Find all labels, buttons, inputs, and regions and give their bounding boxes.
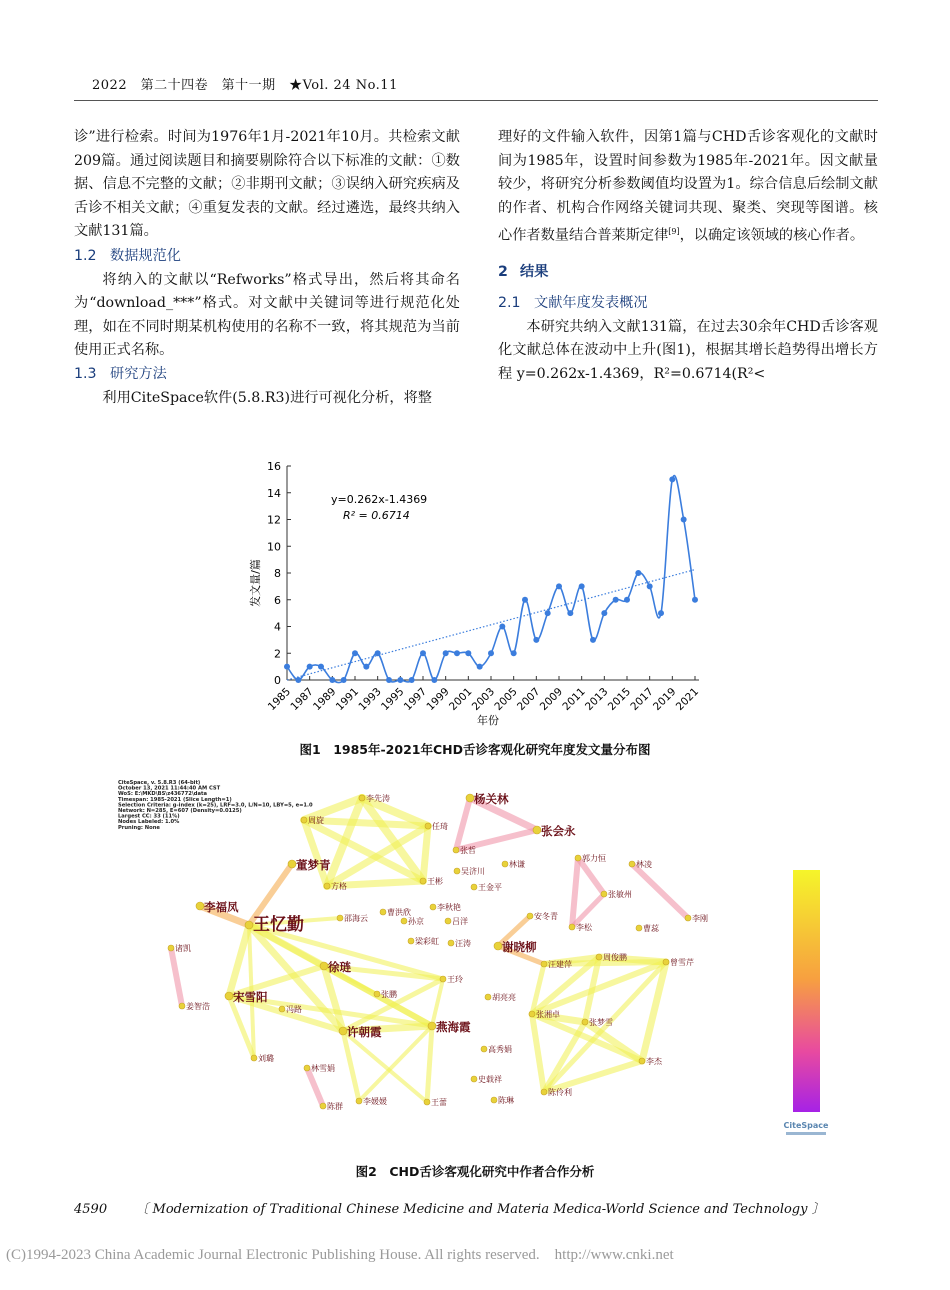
chart-data-point xyxy=(375,650,381,656)
network-node xyxy=(491,1097,497,1103)
network-node xyxy=(541,961,547,967)
chart-data-point xyxy=(647,583,653,589)
network-edges xyxy=(171,798,688,1106)
network-node-label: 王彬 xyxy=(427,877,443,886)
network-node xyxy=(448,940,454,946)
chart-data-point xyxy=(511,650,517,656)
network-node-label: 高秀娟 xyxy=(488,1045,512,1054)
chart-data-point xyxy=(307,664,313,670)
network-node xyxy=(485,994,491,1000)
chart-trendline xyxy=(287,570,695,680)
chart-data-point xyxy=(567,610,573,616)
network-node xyxy=(251,1055,257,1061)
network-node-label: 史载祥 xyxy=(478,1075,502,1084)
chart-y-tick-label: 6 xyxy=(274,593,281,607)
network-node-label: 李松 xyxy=(576,923,592,932)
citespace-info-line: October 13, 2021 11:44:40 AM CST xyxy=(118,785,221,792)
chart-x-tick-label: 2003 xyxy=(469,685,498,714)
network-node-label: 谢晓柳 xyxy=(502,940,537,954)
chart-data-point xyxy=(681,517,687,523)
chart-data-point xyxy=(692,597,698,603)
chart-data-point xyxy=(431,677,437,683)
network-node-label: 曹洪欣 xyxy=(387,908,411,917)
network-node xyxy=(401,918,407,924)
network-node xyxy=(430,904,436,910)
citation-ref[interactable]: [9] xyxy=(668,227,680,237)
network-node xyxy=(380,909,386,915)
network-node xyxy=(424,1099,430,1105)
network-node xyxy=(454,868,460,874)
citespace-info-line: Pruning: None xyxy=(118,824,160,831)
network-node-label: 梁彩虹 xyxy=(415,937,439,946)
network-edge xyxy=(572,858,578,927)
network-node xyxy=(440,976,446,982)
citespace-info-line: Nodes Labeled: 1.0% xyxy=(118,819,180,826)
network-node-label: 张敏州 xyxy=(608,890,632,899)
chart-y-tick-label: 16 xyxy=(267,460,281,473)
chart-x-tick-label: 2019 xyxy=(651,685,679,714)
network-node xyxy=(420,878,426,884)
section-title: 研究方法 xyxy=(110,365,167,382)
network-node xyxy=(471,1076,477,1082)
network-node xyxy=(601,891,607,897)
chart-data-point xyxy=(420,650,426,656)
network-node xyxy=(541,1089,547,1095)
citespace-info-line: Network: N=285, E=607 (Density=0.0125) xyxy=(118,808,242,814)
network-node-label: 陈伶利 xyxy=(548,1088,572,1097)
chart-data-point xyxy=(545,610,551,616)
network-node-label: 张会永 xyxy=(541,824,576,838)
chart-x-tick-label: 1989 xyxy=(311,685,339,714)
left-paragraph-3: 利用CiteSpace软件(5.8.R3)进行可视化分析，将整 xyxy=(102,389,432,406)
right-paragraph-2: 本研究共纳入文献131篇，在过去30余年CHD舌诊客观化文献总体在波动中上升(图1)，根据其增长趋势得出增长方程 y=0.262x-1.4369，R²=0.6714(R²< xyxy=(498,318,878,383)
chart-x-tick-label: 1991 xyxy=(333,685,362,714)
network-node xyxy=(685,915,691,921)
chart-x-tick-label: 1985 xyxy=(265,685,294,714)
network-edge xyxy=(632,864,688,918)
chart-y-tick-label: 12 xyxy=(267,513,281,527)
chart-data-point xyxy=(329,677,335,683)
chart-x-tick-label: 2011 xyxy=(560,685,588,714)
network-node xyxy=(225,992,233,1000)
network-node-label: 陈琳 xyxy=(498,1096,514,1105)
chart-x-tick-label: 1999 xyxy=(424,685,452,714)
network-edge xyxy=(578,858,604,894)
network-node xyxy=(301,817,307,823)
network-edge xyxy=(171,948,182,1006)
right-column xyxy=(498,126,878,387)
left-paragraph-1: 诊”进行检索。时间为1976年1月-2021年10月。共检索文献209篇。通过阅读题目和摘要剔除符合以下标准的文献：①数据、信息不完整的文献；②非期刊文献；③误纳入研究疾病及舌诊不相关文献；④重复发表的文献。经过遴选，最终共纳入文献131篇。 xyxy=(74,129,460,240)
network-node-label: 汪建萍 xyxy=(548,960,572,969)
network-node-label: 李先涛 xyxy=(366,794,390,803)
figure-2-network xyxy=(112,768,842,1148)
section-2-heading xyxy=(498,261,878,285)
network-node xyxy=(663,959,669,965)
network-node xyxy=(466,794,474,802)
network-node xyxy=(527,913,533,919)
network-node xyxy=(359,795,365,801)
chart-data-point xyxy=(477,664,483,670)
section-1-3-heading xyxy=(74,363,460,387)
citespace-info-line: Selection Criteria: g-index (k=25), LRF=3.0, L/N=10, LBY=5, e=1.0 xyxy=(118,802,313,809)
chart-x-tick-label: 2013 xyxy=(583,685,611,714)
chart-data-point xyxy=(397,677,403,683)
network-node-label: 张湘卓 xyxy=(536,1010,560,1019)
network-node-label: 李刚 xyxy=(692,914,708,923)
page-footer xyxy=(74,1198,825,1217)
section-title: 数据规范化 xyxy=(110,247,181,264)
network-node xyxy=(494,942,502,950)
network-node xyxy=(356,1098,362,1104)
citespace-info-line: CiteSpace, v. 5.8.R3 (64-bit) xyxy=(118,780,201,786)
chart-data-point xyxy=(533,637,539,643)
network-node-label: 吴济川 xyxy=(461,867,485,876)
chart-data-point xyxy=(579,583,585,589)
chart-data-point xyxy=(601,610,607,616)
network-edge xyxy=(423,826,428,881)
network-node xyxy=(529,1011,535,1017)
network-node xyxy=(453,847,459,853)
chart-data-point xyxy=(363,664,369,670)
network-node-label: 周旋 xyxy=(308,816,324,825)
chart-x-tick-label: 1993 xyxy=(356,685,384,714)
network-node xyxy=(636,925,642,931)
chart-x-tick-label: 1997 xyxy=(401,685,430,714)
network-node-label: 姜智浩 xyxy=(186,1002,210,1011)
network-node xyxy=(196,902,204,910)
chart-y-tick-label: 2 xyxy=(274,647,281,661)
right-paragraph-1-text: 理好的文件输入软件，因第1篇与CHD舌诊客观化的文献时间为1985年，设置时间参数为1985年-2021年。因文献量较少，将研究分析参数阈值均设置为1。综合信息后绘制文献的作者、机构合作网络关键词共现、聚类、突现等图谱。核心作者数量结合普莱斯定律 xyxy=(498,129,878,245)
section-number: 1.2 xyxy=(74,247,97,264)
chart-equation: y=0.262x-1.4369 xyxy=(331,493,428,506)
network-node-label: 王蕾 xyxy=(431,1098,447,1107)
network-node-label: 张哲 xyxy=(460,846,476,855)
figure-1-caption: 图1 1985年-2021年CHD舌诊客观化研究年度发文量分布图 xyxy=(299,742,651,757)
network-node xyxy=(337,915,343,921)
network-node xyxy=(481,1046,487,1052)
network-edge xyxy=(532,1014,544,1092)
chart-data-point xyxy=(658,610,664,616)
network-node-label: 诸凯 xyxy=(175,944,191,953)
network-node xyxy=(533,826,541,834)
chart-data-point xyxy=(284,664,290,670)
network-node-label: 吕洋 xyxy=(452,917,468,926)
section-number: 1.3 xyxy=(74,365,97,382)
network-node-label: 林谦 xyxy=(509,860,525,869)
network-node xyxy=(304,1065,310,1071)
section-1-2-heading xyxy=(74,245,460,269)
right-paragraph-1-tail: ，以确定该领域的核心作者。 xyxy=(679,228,865,245)
citespace-logo: CiteSpace xyxy=(783,1121,829,1130)
page-number: 4590 xyxy=(74,1202,108,1217)
network-node-label: 王金平 xyxy=(478,883,502,892)
network-edge xyxy=(456,798,470,850)
network-node-label: 郭力恒 xyxy=(582,854,606,863)
left-column xyxy=(74,126,460,410)
network-node xyxy=(179,1003,185,1009)
network-node-label: 徐琏 xyxy=(328,960,351,974)
section-number: 2 xyxy=(498,263,508,280)
chart-x-tick-label: 2001 xyxy=(447,685,475,714)
chart-data-point xyxy=(556,583,562,589)
chart-y-tick-label: 10 xyxy=(267,540,281,554)
chart-x-axis-label: 年份 xyxy=(477,714,499,727)
network-node xyxy=(445,918,451,924)
network-node-label: 安冬青 xyxy=(534,912,558,921)
journal-name: 〔 Modernization of Traditional Chinese Medicine and Materia Medica-World Science and Technology 〕 xyxy=(135,1202,825,1217)
network-node xyxy=(320,962,328,970)
network-node-label: 邵海云 xyxy=(344,914,368,923)
network-node xyxy=(596,954,602,960)
chart-data-point xyxy=(341,677,347,683)
chart-data-point xyxy=(499,624,505,630)
network-node-label: 冯路 xyxy=(286,1005,302,1014)
network-node-label: 陈群 xyxy=(327,1102,343,1111)
network-node-label: 王玲 xyxy=(447,975,463,984)
chart-x-tick-label: 2007 xyxy=(515,685,543,714)
network-node xyxy=(502,861,508,867)
network-node-label: 汪涛 xyxy=(455,939,471,948)
cnki-copyright: (C)1994-2023 China Academic Journal Electronic Publishing House. All rights reserved. http://www.cnki.net xyxy=(6,1247,674,1263)
network-node xyxy=(374,991,380,997)
right-paragraph-1 xyxy=(498,126,878,249)
network-node-label: 李福凤 xyxy=(204,900,239,914)
network-node xyxy=(629,861,635,867)
network-node-label: 任琦 xyxy=(432,822,448,831)
network-edge xyxy=(229,925,249,996)
network-node-label: 曹蕊 xyxy=(643,924,659,933)
chart-y-axis-label: 发文量/篇 xyxy=(249,559,262,607)
section-title: 文献年度发表概况 xyxy=(534,295,648,312)
network-node xyxy=(582,1019,588,1025)
figure-2-caption: 图2 CHD舌诊客观化研究中作者合作分析 xyxy=(355,1164,595,1179)
chart-data-point xyxy=(669,476,675,482)
network-node-label: 胡亮亮 xyxy=(492,993,516,1002)
chart-data-point xyxy=(590,637,596,643)
network-node xyxy=(425,823,431,829)
running-header: 2022 第二十四卷 第十一期 ★Vol. 24 No.11 xyxy=(92,78,398,93)
network-node-label: 林雪娟 xyxy=(311,1064,335,1073)
network-node-label: 张梦雪 xyxy=(589,1018,613,1027)
chart-data-point xyxy=(624,597,630,603)
network-node xyxy=(320,1103,326,1109)
section-2-1-heading xyxy=(498,292,878,316)
chart-data-point xyxy=(635,570,641,576)
network-node xyxy=(339,1027,347,1035)
network-node-label: 董梦青 xyxy=(296,858,331,872)
chart-data-point xyxy=(386,677,392,683)
chart-r-squared: R² = 0.6714 xyxy=(343,509,410,522)
network-node xyxy=(575,855,581,861)
section-title: 结果 xyxy=(520,263,549,280)
chart-x-tick-label: 1987 xyxy=(288,685,316,714)
network-node xyxy=(279,1006,285,1012)
network-node xyxy=(639,1058,645,1064)
network-edge xyxy=(427,1026,432,1102)
network-node-label: 方格 xyxy=(331,882,347,891)
network-node-label: 周俊鹏 xyxy=(603,953,627,962)
chart-data-point xyxy=(488,650,494,656)
citespace-logo-underline xyxy=(786,1132,826,1135)
citespace-info-line: WoS: E:\MKD\BS\z436772\data xyxy=(118,791,207,798)
network-node xyxy=(428,1022,436,1030)
network-node xyxy=(408,938,414,944)
network-node-label: 燕海霞 xyxy=(436,1020,471,1034)
citespace-info-line: Largest CC: 33 (11%) xyxy=(118,813,180,820)
chart-x-tick-label: 1995 xyxy=(379,685,407,714)
network-node-label: 李杰 xyxy=(646,1057,662,1066)
left-paragraph-2: 将纳入的文献以“Refworks”格式导出，然后将其命名为“download_***”格式。对文献中关键词等进行规范化处理，如在不同时期某机构使用的名称不一致，将其规范为当前使用正式名称。 xyxy=(74,271,460,359)
chart-y-tick-label: 14 xyxy=(267,486,281,500)
chart-data-point xyxy=(409,677,415,683)
chart-data-point xyxy=(613,597,619,603)
network-node-label: 许朝霞 xyxy=(347,1025,382,1039)
chart-data-point xyxy=(352,650,358,656)
network-node xyxy=(168,945,174,951)
network-edge xyxy=(307,1068,323,1106)
figure-1-chart xyxy=(245,458,715,730)
chart-x-tick-label: 2015 xyxy=(605,685,634,714)
network-node-label: 林凌 xyxy=(636,860,652,869)
network-node xyxy=(569,924,575,930)
chart-y-tick-label: 8 xyxy=(274,567,281,580)
network-node-label: 孙京 xyxy=(408,917,424,926)
chart-x-tick-label: 2017 xyxy=(628,685,656,714)
citespace-info-line: Timespan: 1985-2021 (Slice Length=1) xyxy=(118,796,232,803)
chart-x-tick-label: 2009 xyxy=(537,685,566,714)
network-node-label: 杨关林 xyxy=(474,792,509,806)
chart-y-tick-label: 4 xyxy=(274,620,281,634)
network-node-label: 王忆勤 xyxy=(253,915,304,935)
chart-data-point xyxy=(465,650,471,656)
chart-x-tick-label: 2021 xyxy=(673,685,702,714)
network-node-label: 张鹏 xyxy=(381,990,397,999)
chart-data-point xyxy=(295,677,301,683)
chart-data-point xyxy=(443,650,449,656)
network-node xyxy=(324,883,330,889)
chart-data-point xyxy=(318,664,324,670)
network-node xyxy=(245,921,253,929)
chart-data-point xyxy=(522,597,528,603)
citespace-info-block xyxy=(118,780,313,831)
network-node-label: 李秋艳 xyxy=(437,903,461,912)
network-node-label: 宋雪阳 xyxy=(233,990,268,1004)
chart-y-tick-label: 0 xyxy=(274,674,281,687)
chart-x-tick-label: 2005 xyxy=(492,685,520,714)
network-node-label: 刘璐 xyxy=(258,1054,274,1063)
section-number: 2.1 xyxy=(498,295,521,312)
network-node-label: 曾雪芹 xyxy=(670,958,694,967)
network-node xyxy=(288,860,296,868)
network-node-label: 李媛媛 xyxy=(363,1097,387,1106)
chart-data-point xyxy=(454,650,460,656)
network-node xyxy=(471,884,477,890)
header-rule xyxy=(74,100,878,101)
time-color-bar xyxy=(793,870,820,1112)
